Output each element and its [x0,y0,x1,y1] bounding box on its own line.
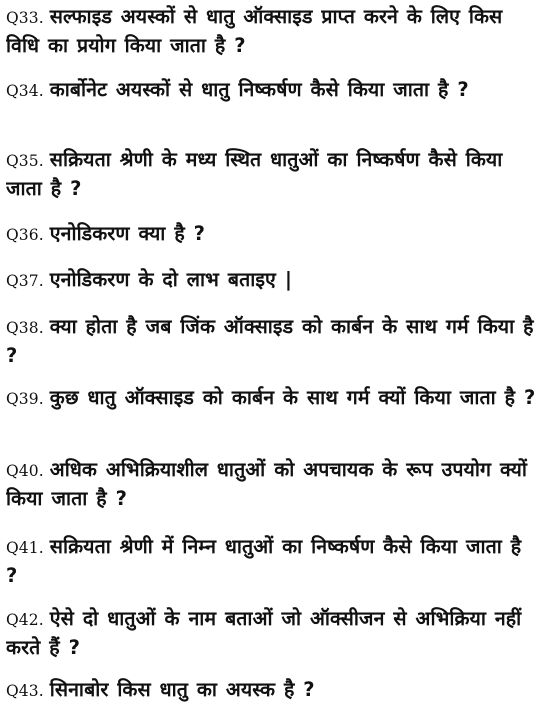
question-number: Q43. [6,682,44,700]
question-number: Q37. [6,272,44,290]
question-text: सल्फाइड अयस्कों से धातु ऑक्साइड प्राप्त करने के लिए किस विधि का प्रयोग किया जाता है ? [6,5,503,57]
question-43 [6,676,539,705]
question-33 [6,3,539,59]
question-list [6,0,539,706]
question-text: कार्बोनेट अयस्कों से धातु निष्कर्षण कैसे किया जाता है ? [49,78,469,101]
question-number: Q41. [6,539,44,557]
question-38 [6,313,539,369]
question-36 [6,220,539,249]
question-35 [6,146,539,202]
question-number: Q34. [6,82,44,100]
question-text: क्या होता है जब जिंक ऑक्साइड को कार्बन के साथ गर्म किया है ? [6,315,534,367]
question-text: ऐसे दो धातुओं के नाम बताओं जो ऑक्सीजन से अभिक्रिया नहीं करते हैं ? [6,607,522,659]
question-text: कुछ धातु ऑक्साइड को कार्बन के साथ गर्म क्यों किया जाता है ? [49,386,536,409]
question-42 [6,605,539,661]
question-34 [6,76,539,105]
question-number: Q33. [6,9,44,27]
question-41 [6,533,539,589]
question-number: Q39. [6,390,44,408]
question-39 [6,384,539,413]
question-text: अधिक अभिक्रियाशील धातुओं को अपचायक के रूप उपयोग क्यों किया जाता है ? [6,458,527,510]
question-number: Q42. [6,611,44,629]
question-text: एनोडिकरण के दो लाभ बताइए | [49,268,293,291]
question-text: सिनाबोर किस धातु का अयस्क है ? [49,678,315,701]
question-text: एनोडिकरण क्या है ? [49,222,206,245]
question-number: Q36. [6,226,44,244]
question-text: सक्रियता श्रेणी में निम्न धातुओं का निष्कर्षण कैसे किया जाता है ? [6,535,522,587]
question-text: सक्रियता श्रेणी के मध्य स्थित धातुओं का निष्कर्षण कैसे किया जाता है ? [6,148,503,200]
question-number: Q35. [6,152,44,170]
question-37 [6,266,539,295]
question-number: Q38. [6,319,44,337]
question-number: Q40. [6,462,44,480]
question-40 [6,456,539,512]
